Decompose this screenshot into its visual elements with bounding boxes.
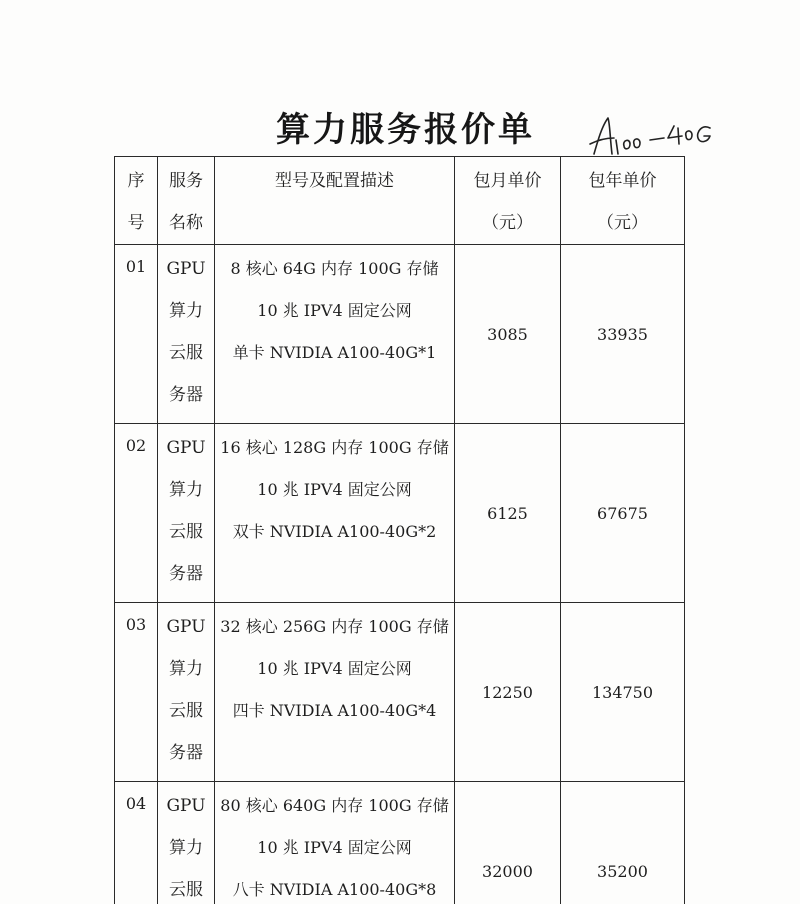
description-line: 80 核心 640G 内存 100G 存储 xyxy=(220,796,449,815)
page-title: 算力服务报价单 xyxy=(276,110,535,150)
description-line: 10 兆 IPV4 固定公网 xyxy=(257,659,412,678)
description-line: 8 核心 64G 内存 100G 存储 xyxy=(230,259,439,278)
monthly-price: 12250 xyxy=(455,603,561,782)
table-row xyxy=(115,424,685,603)
yearly-price: 67675 xyxy=(561,424,685,603)
row-index: 04 xyxy=(125,794,147,813)
monthly-price: 3085 xyxy=(455,245,561,424)
row-index-cell xyxy=(115,424,158,603)
header-text: 服务 xyxy=(169,171,203,191)
service-text: GPU xyxy=(166,259,206,279)
description-line: 八卡 NVIDIA A100-40G*8 xyxy=(232,880,437,899)
header-text: （元） xyxy=(597,213,648,233)
service-cell xyxy=(158,782,215,904)
handwritten-note-text xyxy=(728,110,729,111)
service-text: 云服 xyxy=(169,701,203,721)
row-index: 02 xyxy=(125,436,147,455)
row-index-cell xyxy=(115,245,158,424)
header-index xyxy=(115,157,158,245)
description-line: 10 兆 IPV4 固定公网 xyxy=(257,480,412,499)
row-index-cell xyxy=(115,603,158,782)
table-row xyxy=(115,245,685,424)
description-cell xyxy=(215,603,455,782)
description-cell xyxy=(215,245,455,424)
service-cell xyxy=(158,603,215,782)
service-text: 云服 xyxy=(169,880,203,900)
header-text: 号 xyxy=(127,213,145,233)
description-line: 32 核心 256G 内存 100G 存储 xyxy=(220,617,449,636)
service-cell xyxy=(158,424,215,603)
header-description xyxy=(215,157,455,245)
description-cell xyxy=(215,424,455,603)
service-text: 云服 xyxy=(169,343,203,363)
description-line: 四卡 NVIDIA A100-40G*4 xyxy=(232,701,437,720)
yearly-price: 134750 xyxy=(561,603,685,782)
monthly-price: 32000 xyxy=(455,782,561,904)
row-index: 01 xyxy=(125,257,147,276)
service-text: 务器 xyxy=(169,564,203,584)
service-text: GPU xyxy=(166,438,206,458)
header-text: （元） xyxy=(482,213,533,233)
service-cell xyxy=(158,245,215,424)
service-text: GPU xyxy=(166,617,206,637)
yearly-price: 33935 xyxy=(561,245,685,424)
service-text: 务器 xyxy=(169,385,203,405)
service-text: GPU xyxy=(166,796,206,816)
service-text: 算力 xyxy=(169,301,203,321)
description-line: 10 兆 IPV4 固定公网 xyxy=(257,301,412,320)
description-cell xyxy=(215,782,455,904)
description-line: 16 核心 128G 内存 100G 存储 xyxy=(220,438,449,457)
header-monthly xyxy=(455,157,561,245)
yearly-price: 35200 xyxy=(561,782,685,904)
service-text: 算力 xyxy=(169,838,203,858)
header-text: 序 xyxy=(127,171,145,191)
service-text: 务器 xyxy=(169,743,203,763)
service-text: 算力 xyxy=(169,659,203,679)
row-index-cell xyxy=(115,782,158,904)
table-row xyxy=(115,782,685,904)
description-line: 10 兆 IPV4 固定公网 xyxy=(257,838,412,857)
monthly-price: 6125 xyxy=(455,424,561,603)
header-service xyxy=(158,157,215,245)
table-header-row xyxy=(115,157,685,245)
header-yearly xyxy=(561,157,685,245)
row-index: 03 xyxy=(125,615,147,634)
service-text: 算力 xyxy=(169,480,203,500)
price-table xyxy=(114,156,685,904)
header-text: 名称 xyxy=(169,213,203,233)
description-line: 双卡 NVIDIA A100-40G*2 xyxy=(232,522,437,541)
header-text: 包月单价 xyxy=(473,171,542,191)
table-row xyxy=(115,603,685,782)
service-text: 云服 xyxy=(169,522,203,542)
description-line: 单卡 NVIDIA A100-40G*1 xyxy=(232,343,437,362)
header-text: 型号及配置描述 xyxy=(275,171,394,191)
header-text: 包年单价 xyxy=(588,171,657,191)
